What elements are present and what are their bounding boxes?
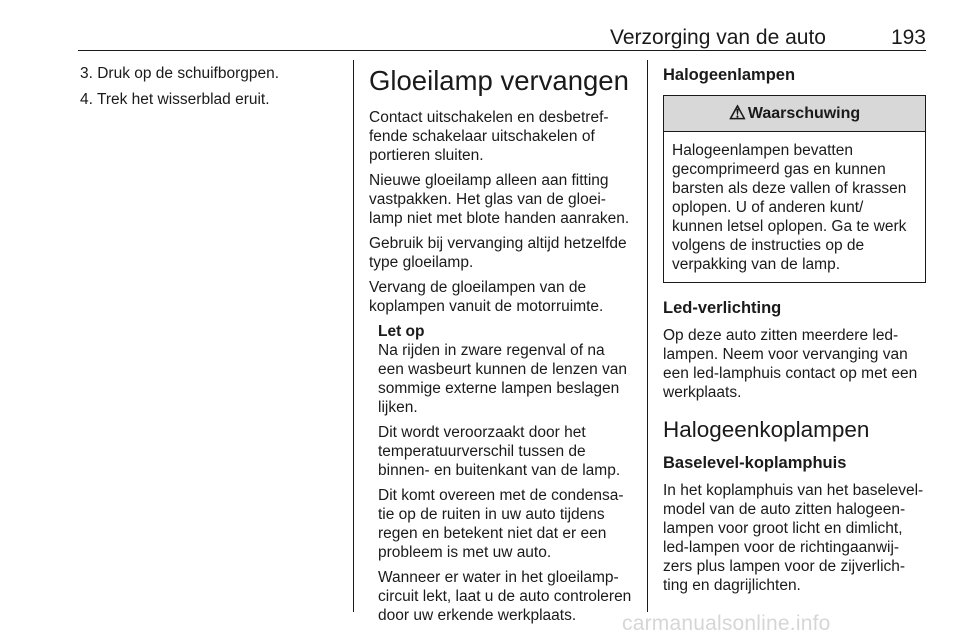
paragraph [369, 234, 635, 272]
text-line: volgens de instructies op de [672, 237, 865, 254]
text-line: kunnen letsel oplopen. Ga te werk [672, 218, 907, 235]
text-line: verpakking van de lamp. [672, 256, 841, 273]
text-line: een wasbeurt kunnen de lenzen van [378, 361, 628, 378]
text-line: Op deze auto zitten meerdere led- [663, 327, 899, 344]
section-heading-halogeenkoplampen: Halogeenkoplampen [663, 417, 870, 442]
paragraph [378, 568, 635, 625]
text-line: oplopen. U of anderen kunt/ [672, 199, 864, 216]
text-line: sommige externe lampen beslagen [378, 380, 620, 397]
text-line: Gebruik bij vervanging altijd hetzelfde [369, 235, 627, 252]
section-heading: Gloeilamp vervangen [369, 65, 629, 96]
text-line: werkplaats. [663, 384, 742, 401]
text-line: ting en dagrijlichten. [663, 577, 801, 594]
text-line: lampen. Neem voor vervanging van [663, 346, 908, 363]
paragraph [378, 341, 635, 417]
list-item: 4. Trek het wisserblad eruit. [80, 91, 270, 108]
text-line: gecomprimeerd gas en kunnen [672, 161, 886, 178]
paragraph [378, 486, 635, 562]
paragraph [663, 326, 926, 402]
text-line: portieren sluiten. [369, 147, 484, 164]
paragraph [369, 171, 635, 228]
text-line: vastpakken. Het glas van de gloei- [369, 191, 606, 208]
subheading-baselevel: Baselevel-koplamphuis [663, 454, 847, 472]
page-number: 193 [890, 26, 926, 49]
text-line: lampen voor groot licht en dimlicht, [663, 520, 903, 537]
paragraph [369, 278, 635, 316]
text-line: Halogeenlampen bevatten [672, 142, 853, 159]
text-line: zers plus lampen voor de zijverlich- [663, 558, 906, 575]
watermark: carmanualsonline.info [622, 612, 831, 635]
warning-body [664, 132, 925, 282]
section-title: Verzorging van de auto [610, 26, 826, 49]
text-line: probleem is met uw auto. [378, 544, 552, 561]
text-line: koplampen vanuit de motorruimte. [369, 298, 604, 315]
text-line: Contact uitschakelen en desbetref- [369, 109, 609, 126]
paragraph [369, 108, 635, 165]
column-divider-1 [353, 60, 354, 612]
text-line: barsten als deze vallen of krassen [672, 180, 907, 197]
note-block [378, 322, 635, 625]
text-line: Vervang de gloeilampen van de [369, 279, 587, 296]
column-1 [80, 60, 342, 116]
text-line: tie op de ruiten in uw auto tijdens [378, 506, 605, 523]
text-line: lijken. [378, 399, 418, 416]
text-line: regen en betekent niet dat er een [378, 525, 607, 542]
column-3 [663, 60, 926, 601]
column-divider-2 [647, 60, 648, 612]
text-line: binnen- en buitenkant van de lamp. [378, 462, 621, 479]
text-line: led-lampen voor de richtingaanwij- [663, 539, 900, 556]
column-2 [369, 60, 635, 631]
page-header [78, 26, 926, 50]
text-line: model van de auto zitten halogeen- [663, 501, 906, 518]
text-line: Dit komt overeen met de condensa- [378, 487, 624, 504]
warning-box [663, 95, 926, 283]
paragraph [378, 423, 635, 480]
warning-title: Waarschuwing [747, 105, 861, 122]
paragraph [663, 481, 926, 595]
text-line: door uw erkende werkplaats. [378, 607, 577, 624]
text-line: Nieuwe gloeilamp alleen aan fitting [369, 172, 609, 189]
list-item: 3. Druk op de schuifborgpen. [80, 65, 280, 82]
text-line: Dit wordt veroorzaakt door het [378, 424, 586, 441]
subheading-led-verlichting: Led-verlichting [663, 299, 782, 317]
text-line: In het koplamphuis van het baselevel- [663, 482, 924, 499]
text-line: Na rijden in zware regenval of na [378, 342, 605, 359]
text-line: circuit lekt, laat u de auto controleren [378, 588, 632, 605]
text-line: lamp niet met blote handen aanraken. [369, 210, 630, 227]
warning-triangle-icon: ⚠ [728, 103, 746, 124]
warning-header [664, 96, 925, 132]
note-label: Let op [378, 323, 425, 340]
text-line: fende schakelaar uitschakelen of [369, 128, 595, 145]
text-line: Wanneer er water in het gloeilamp- [378, 569, 619, 586]
header-rule [78, 50, 926, 51]
text-line: type gloeilamp. [369, 254, 474, 271]
text-line: een led-lamphuis contact op met een [663, 365, 918, 382]
subheading-halogeenlampen: Halogeenlampen [663, 66, 796, 84]
text-line: temperatuurverschil tussen de [378, 443, 586, 460]
